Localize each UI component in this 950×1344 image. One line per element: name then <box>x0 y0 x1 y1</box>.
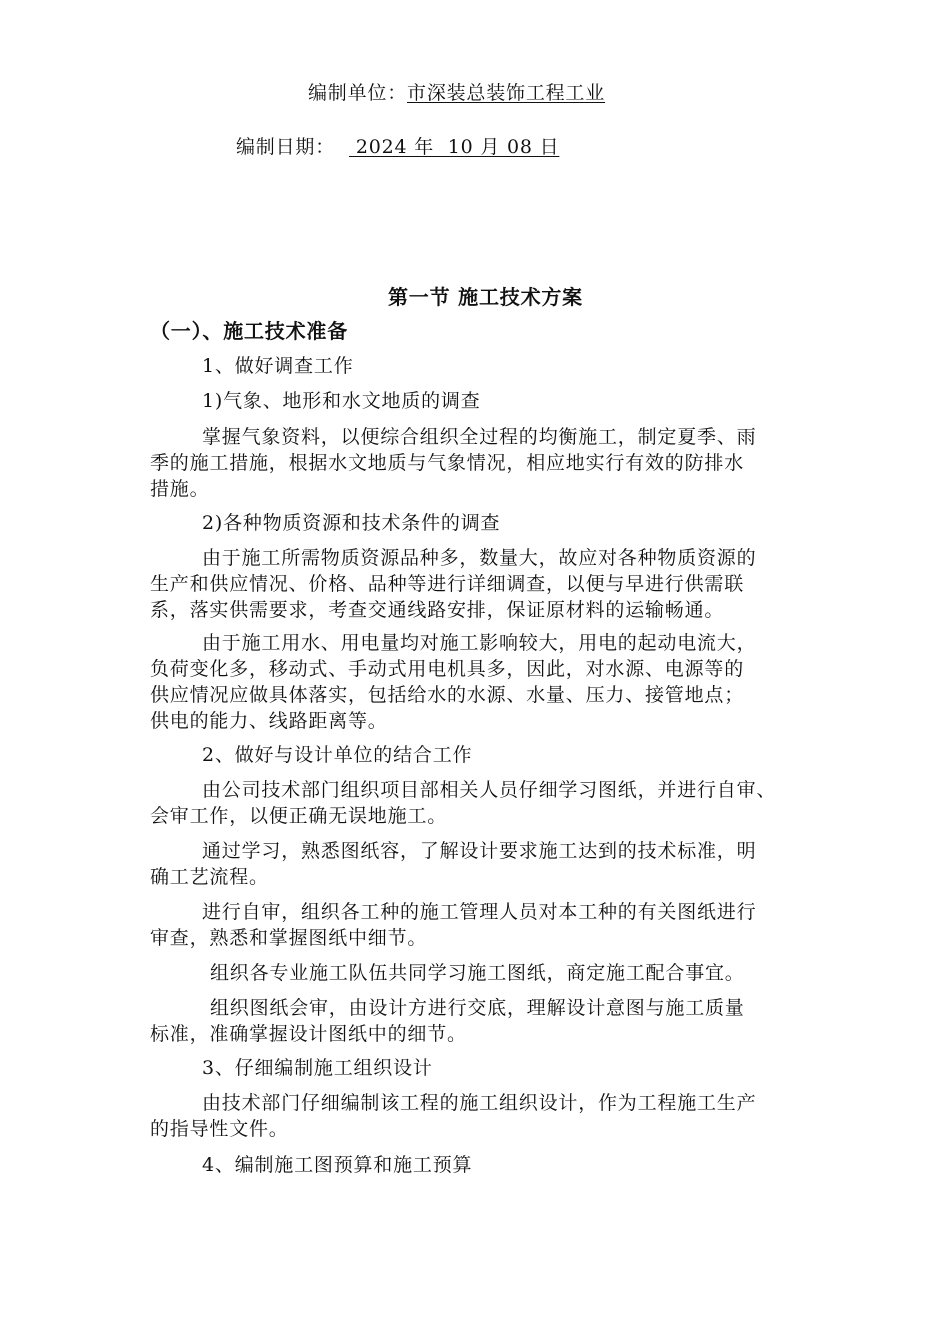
body-line: 负荷变化多，移动式、手动式用电机具多，因此，对水源、电源等的 <box>150 658 745 680</box>
body-line: 1、做好调查工作 <box>202 355 354 377</box>
body-line: 2、做好与设计单位的结合工作 <box>202 744 473 766</box>
body-line: 由于施工用水、用电量均对施工影响较大，用电的起动电流大， <box>202 632 757 654</box>
body-line: 由公司技术部门组织项目部相关人员仔细学习图纸，并进行自审、 <box>202 779 777 801</box>
body-line: 由技术部门仔细编制该工程的施工组织设计，作为工程施工生产 <box>202 1092 757 1114</box>
body-line: 4、编制施工图预算和施工预算 <box>202 1154 473 1176</box>
body-line: 会审工作，以便正确无误地施工。 <box>150 805 448 827</box>
body-line: 通过学习，熟悉图纸容，了解设计要求施工达到的技术标准，明 <box>202 840 757 862</box>
body-line: 供电的能力、线路距离等。 <box>150 710 388 732</box>
body-line: 3、仔细编制施工组织设计 <box>202 1057 433 1079</box>
body-line: 季的施工措施，根据水文地质与气象情况，相应地实行有效的防排水 <box>150 452 745 474</box>
body-line: 供应情况应做具体落实，包括给水的水源、水量、压力、接管地点； <box>150 684 745 706</box>
body-line: 确工艺流程。 <box>150 866 269 888</box>
section-subtitle: （一）、施工技术准备 <box>150 319 348 343</box>
body-line: 生产和供应情况、价格、品种等进行详细调查，以便与早进行供需联 <box>150 573 745 595</box>
body-line: 掌握气象资料，以便综合组织全过程的均衡施工，制定夏季、雨 <box>202 426 757 448</box>
body-line: 2)各种物质资源和技术条件的调查 <box>202 512 501 534</box>
compiling-date-label: 编制日期： <box>236 136 336 158</box>
body-line: 的指导性文件。 <box>150 1118 289 1140</box>
compiling-unit-label: 编制单位： <box>308 82 408 104</box>
section-title: 第一节 施工技术方案 <box>388 285 583 309</box>
body-line: 1)气象、地形和水文地质的调查 <box>202 390 481 412</box>
body-line: 审查，熟悉和掌握图纸中细节。 <box>150 927 428 949</box>
compiling-date-value: 2024 年 10 月 08 日 <box>349 136 560 158</box>
body-line: 组织各专业施工队伍共同学习施工图纸，商定施工配合事宜。 <box>210 962 745 984</box>
body-line: 组织图纸会审，由设计方进行交底，理解设计意图与施工质量 <box>210 997 745 1019</box>
body-line: 系，落实供需要求，考查交通线路安排，保证原材料的运输畅通。 <box>150 599 725 621</box>
compiling-unit-line <box>308 80 605 106</box>
compiling-unit-value: 市深装总装饰工程工业 <box>407 82 606 104</box>
body-line: 措施。 <box>150 478 210 500</box>
body-line: 进行自审，组织各工种的施工管理人员对本工种的有关图纸进行 <box>202 901 757 923</box>
body-line: 由于施工所需物质资源品种多，数量大，故应对各种物质资源的 <box>202 547 757 569</box>
body-line: 标准，准确掌握设计图纸中的细节。 <box>150 1023 467 1045</box>
compiling-date-line <box>236 134 559 160</box>
